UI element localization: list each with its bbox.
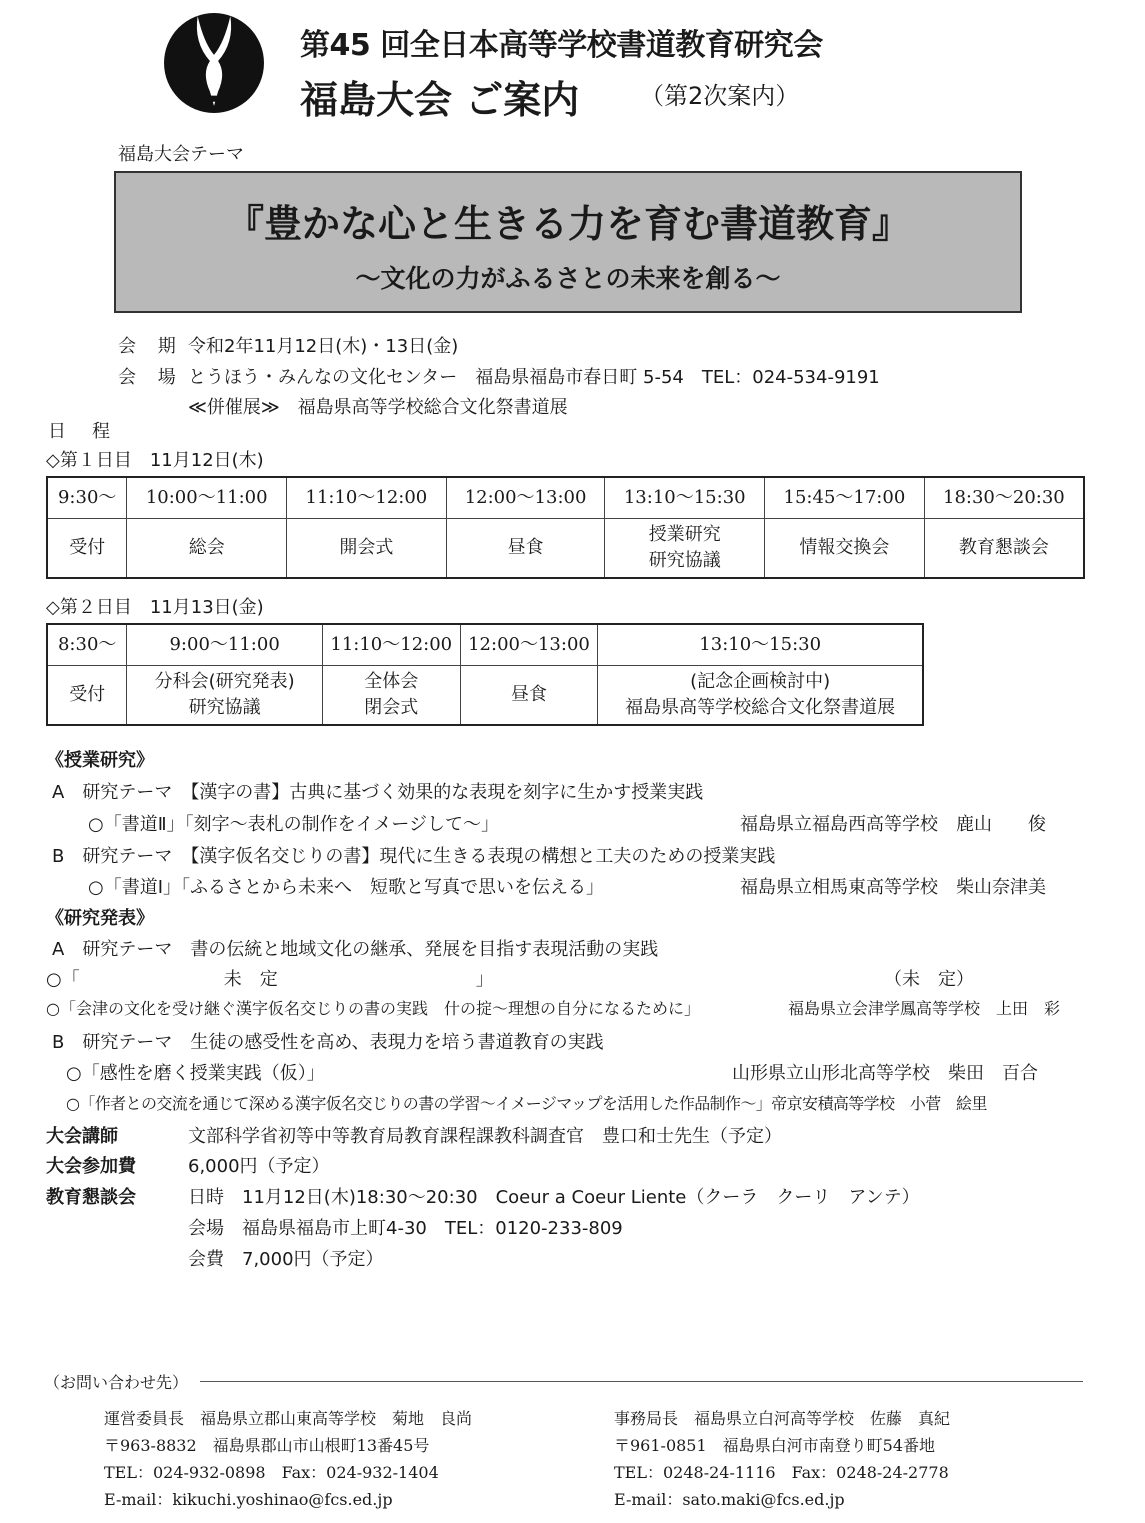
contact-heading: （お問い合わせ先） xyxy=(44,1373,189,1392)
title-line2: 福島大会 ご案内 xyxy=(300,78,580,122)
day2-table xyxy=(46,623,924,726)
fee-value: 6,000円（予定） xyxy=(188,1156,330,1177)
theme-box xyxy=(114,171,1022,313)
day1-event-0-line-0: 受付 xyxy=(69,537,106,558)
period-row xyxy=(118,332,458,358)
party-fee: 会費 7,000円（予定） xyxy=(188,1249,384,1270)
research-a-theme: A 研究テーマ 書の伝統と地域文化の継承、発展を目指す表現活動の実践 xyxy=(52,939,659,960)
day1-time-1: 10:00～11:00 xyxy=(127,477,287,519)
theme-label: 福島大会テーマ xyxy=(118,144,244,165)
day1-event-6 xyxy=(924,519,1084,579)
party-label: 教育懇談会 xyxy=(46,1187,136,1208)
title-note: （第2次案内） xyxy=(640,82,800,110)
lesson-b-theme: B 研究テーマ 【漢字仮名交じりの書】現代に生きる表現の構想と工夫のための授業実践 xyxy=(52,846,776,867)
contact-right-line3: TEL：0248-24-1116 Fax：0248-24-2778 xyxy=(614,1463,949,1482)
day2-event-4-line-1: 福島県高等学校総合文化祭書道展 xyxy=(625,697,896,718)
day1-event-2-line-0: 開会式 xyxy=(339,537,394,558)
day1-event-row xyxy=(47,519,1084,579)
title-line1: 第45 回全日本高等学校書道教育研究会 xyxy=(300,28,823,63)
day1-event-3-line-0: 昼食 xyxy=(507,537,544,558)
venue-label: 会 場 xyxy=(118,367,184,388)
research-b2-item: ○「作者との交流を通じて深める漢字仮名交じりの書の学習～イメージマップを活用した作品制作～」帝京安積高等学校 小菅 絵里 xyxy=(66,1094,987,1113)
research-a1-presenter: （未 定） xyxy=(884,969,974,990)
day1-event-2 xyxy=(287,519,447,579)
lecturer-value: 文部科学省初等中等教育局教育課程課教科調査官 豊口和士先生（予定） xyxy=(188,1126,782,1147)
day2-event-3 xyxy=(460,666,598,726)
research-b1-presenter: 山形県立山形北高等学校 柴田 百合 xyxy=(732,1063,1038,1084)
day2-event-1-line-0: 分科会(研究発表) xyxy=(154,671,295,692)
contact-left-line2: 〒963-8832 福島県郡山市山根町13番45号 xyxy=(104,1436,430,1455)
research-a2-item: ○「会津の文化を受け継ぐ漢字仮名交じりの書の実践 什の掟～理想の自分になるために」 xyxy=(46,999,700,1018)
research-heading: 《研究発表》 xyxy=(46,908,154,929)
day1-event-5 xyxy=(765,519,925,579)
fee-label: 大会参加費 xyxy=(46,1156,136,1177)
day1-event-4-line-0: 授業研究 xyxy=(648,524,721,545)
research-b1-item: ○「感性を磨く授業実践（仮）」 xyxy=(66,1063,325,1084)
party-date: 日時 11月12日(木)18:30～20:30 Coeur a Coeur Liente（クーラ クーリ アンテ） xyxy=(188,1187,920,1208)
day2-event-0-line-0: 受付 xyxy=(69,684,106,705)
day2-time-0: 8:30～ xyxy=(47,624,127,666)
research-a1-item: ○「 未 定 」 xyxy=(46,969,494,990)
period-label: 会 期 xyxy=(118,336,184,357)
day1-table xyxy=(46,476,1085,579)
day1-event-4-line-1: 研究協議 xyxy=(648,550,721,571)
day1-event-3 xyxy=(446,519,605,579)
day1-time-2: 11:10～12:00 xyxy=(287,477,447,519)
contact-right-line2: 〒961-0851 福島県白河市南登り町54番地 xyxy=(614,1436,936,1455)
research-a2-presenter: 福島県立会津学鳳高等学校 上田 彩 xyxy=(788,999,1061,1018)
party-venue: 会場 福島県福島市上町4-30 TEL：0120-233-809 xyxy=(188,1218,623,1239)
theme-main: 『豊かな心と生きる力を育む書道教育』 xyxy=(225,202,910,246)
contact-right-email[interactable]: E-mail：sato.maki@fcs.ed.jp xyxy=(614,1490,845,1509)
contact-divider xyxy=(200,1381,1083,1382)
venue-row xyxy=(118,363,880,389)
day1-event-0 xyxy=(47,519,127,579)
day2-event-1 xyxy=(127,666,323,726)
contact-right-line1: 事務局長 福島県立白河高等学校 佐藤 真紀 xyxy=(614,1409,951,1428)
day1-time-row xyxy=(47,477,1084,519)
day1-heading: ◇第１日目 11月12日(木) xyxy=(46,450,264,471)
day2-event-2-line-0: 全体会 xyxy=(364,671,419,692)
day1-time-6: 18:30～20:30 xyxy=(924,477,1084,519)
day1-time-3: 12:00～13:00 xyxy=(446,477,605,519)
contact-left-line3: TEL：024-932-0898 Fax：024-932-1404 xyxy=(104,1463,439,1482)
contact-left-line1: 運営委員長 福島県立郡山東高等学校 菊地 良尚 xyxy=(104,1409,473,1428)
day1-event-5-line-0: 情報交換会 xyxy=(799,537,890,558)
day2-event-2-line-1: 閉会式 xyxy=(364,697,419,718)
lesson-a-theme: A 研究テーマ 【漢字の書】古典に基づく効果的な表現を刻字に生かす授業実践 xyxy=(52,782,704,803)
lesson-a-presenter: 福島県立福島西高等学校 鹿山 俊 xyxy=(740,814,1046,835)
day2-heading: ◇第２日目 11月13日(金) xyxy=(46,597,264,618)
contact-left-email[interactable]: E-mail：kikuchi.yoshinao@fcs.ed.jp xyxy=(104,1490,393,1509)
association-logo xyxy=(163,12,265,114)
day2-event-2 xyxy=(322,666,460,726)
theme-sub: ～文化の力がふるさとの未来を創る～ xyxy=(355,264,781,293)
day2-time-row xyxy=(47,624,923,666)
day2-time-4: 13:10～15:30 xyxy=(598,624,923,666)
lesson-a-item: ○「書道Ⅱ」「刻字～表札の制作をイメージして～」 xyxy=(88,814,500,835)
day2-event-4 xyxy=(598,666,923,726)
day1-time-5: 15:45～17:00 xyxy=(765,477,925,519)
day1-event-1 xyxy=(127,519,287,579)
period-value: 令和2年11月12日(木)・13日(金) xyxy=(188,336,459,357)
lecturer-label: 大会講師 xyxy=(46,1126,118,1147)
day1-event-6-line-0: 教育懇談会 xyxy=(958,537,1049,558)
day2-event-row xyxy=(47,666,923,726)
day2-event-0 xyxy=(47,666,127,726)
venue-value: とうほう・みんなの文化センター 福島県福島市春日町 5-54 TEL：024-534-9191 xyxy=(188,367,880,388)
day2-time-2: 11:10～12:00 xyxy=(322,624,460,666)
exhibit-note: ≪併催展≫ 福島県高等学校総合文化祭書道展 xyxy=(188,397,568,418)
day1-time-4: 13:10～15:30 xyxy=(605,477,765,519)
research-b-theme: B 研究テーマ 生徒の感受性を高め、表現力を培う書道教育の実践 xyxy=(52,1032,604,1053)
lesson-b-presenter: 福島県立相馬東高等学校 柴山奈津美 xyxy=(740,877,1046,898)
day2-event-4-line-0: (記念企画検討中) xyxy=(690,671,831,692)
day2-time-1: 9:00～11:00 xyxy=(127,624,323,666)
lesson-heading: 《授業研究》 xyxy=(46,750,154,771)
lesson-b-item: ○「書道Ⅰ」「ふるさとから未来へ 短歌と写真で思いを伝える」 xyxy=(88,877,605,898)
schedule-label: 日 程 xyxy=(48,421,114,442)
day1-event-4 xyxy=(605,519,765,579)
day1-event-1-line-0: 総会 xyxy=(188,537,225,558)
day2-time-3: 12:00～13:00 xyxy=(460,624,598,666)
day1-time-0: 9:30～ xyxy=(47,477,127,519)
day2-event-1-line-1: 研究協議 xyxy=(188,697,261,718)
day2-event-3-line-0: 昼食 xyxy=(510,684,547,705)
